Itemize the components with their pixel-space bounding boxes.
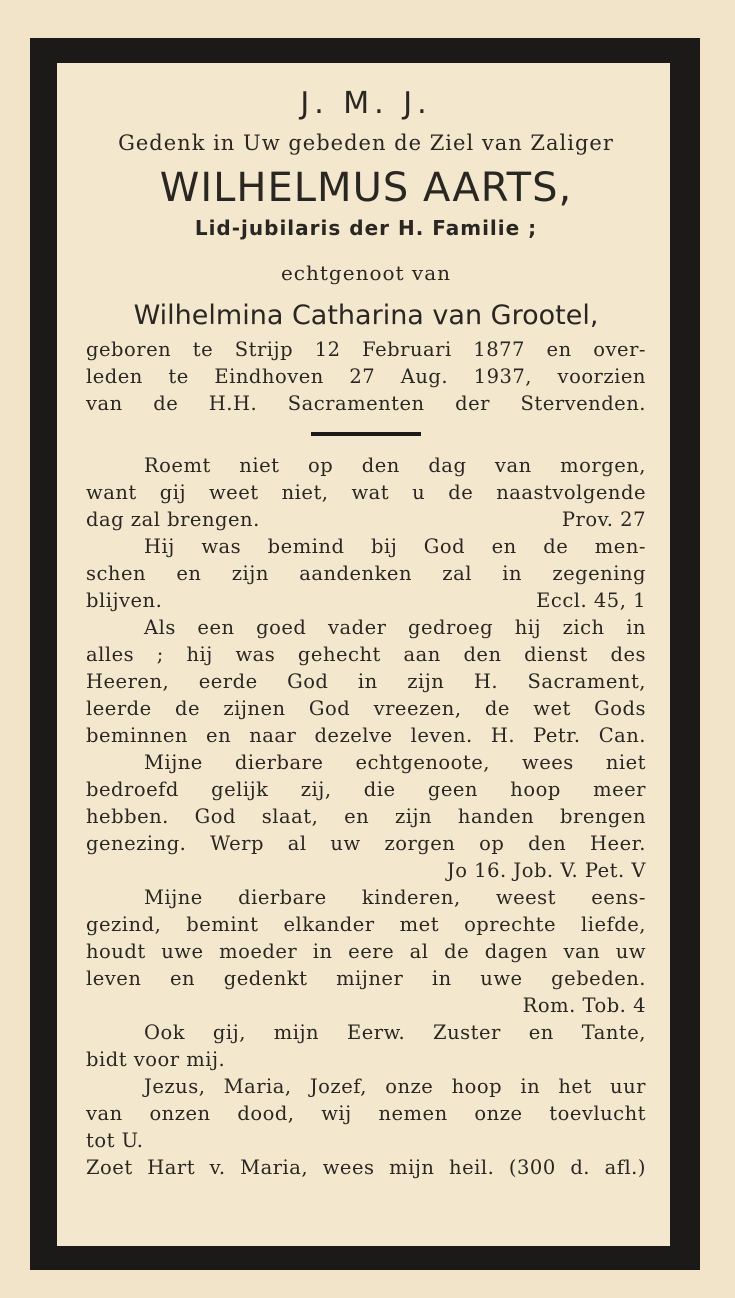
verse-text: blijven. [86,589,163,612]
closing-prayer: Zoet Hart v. Maria, wees mijn heil. (300 d. afl.) [86,1156,646,1179]
deceased-name: WILHELMUS AARTS, [159,165,573,211]
verse-reference: Jo 16. Job. V. Pet. V [446,859,646,882]
verse-line: Mijne dierbare echtgenoote, wees niet [144,751,646,774]
verse-line: genezing. Werp al uw zorgen op den Heer. [86,832,646,855]
card-text [86,84,646,1181]
verse-line: Hij was bemind bij God en de men- [144,535,646,558]
verse-reference: Rom. Tob. 4 [522,994,646,1017]
bio-line: van de H.H. Sacramenten der Stervenden. [86,392,646,415]
verse-line: van onzen dood, wij nemen onze toevlucht [86,1102,646,1125]
membership-line: Lid-jubilaris der H. Familie ; [194,216,538,240]
verse-reference: Eccl. 45, 1 [536,589,646,612]
verse-line: tot U. [86,1129,144,1152]
verse-line: beminnen en naar dezelve leven. H. Petr. Can. [86,724,646,747]
verse-line: schen en zijn aandenken zal in zegening [86,562,646,585]
verses [86,452,646,1181]
verse-line: Mijne dierbare kinderen, weest eens- [144,886,646,909]
verse-line: gezind, bemint elkander met oprechte liefde, [86,913,646,936]
verse-line: Heeren, eerde God in zijn H. Sacrament, [86,670,646,693]
bio-line: geboren te Strijp 12 Februari 1877 en over- [86,338,646,361]
intro-line: Gedenk in Uw gebeden de Ziel van Zaliger [118,131,614,155]
verse-line: want gij weet niet, wat u de naastvolgende [86,481,646,504]
verse-line: leerde de zijnen God vreezen, de wet Gods [86,697,646,720]
verse-line: alles ; hij was gehecht aan den dienst des [86,643,646,666]
spouse-name: Wilhelmina Catharina van Grootel, [133,300,599,331]
monogram: J. M. J. [300,86,432,121]
bio-text [86,336,646,417]
verse-line: leven en gedenkt mijner in uwe gebeden. [86,967,646,990]
verse-line: houdt uwe moeder in eere al de dagen van uw [86,940,646,963]
verse-line [86,587,646,614]
verse-reference: Prov. 27 [561,508,646,531]
spouse-intro: echtgenoot van [280,261,452,285]
divider-rule [311,432,421,436]
verse-line: Als een goed vader gedroeg hij zich in [144,616,646,639]
verse-line: hebben. God slaat, en zijn handen brengen [86,805,646,828]
verse-line: bedroefd gelijk zij, die geen hoop meer [86,778,646,801]
verse-text: dag zal brengen. [86,508,260,531]
bio-line: leden te Eindhoven 27 Aug. 1937, voorzien [86,365,646,388]
verse-line: Jezus, Maria, Jozef, onze hoop in het uur [144,1075,646,1098]
verse-line: Ook gij, mijn Eerw. Zuster en Tante, [144,1021,646,1044]
verse-line [86,506,646,533]
verse-line: bidt voor mij. [86,1048,226,1071]
verse-line: Roemt niet op den dag van morgen, [144,454,646,477]
